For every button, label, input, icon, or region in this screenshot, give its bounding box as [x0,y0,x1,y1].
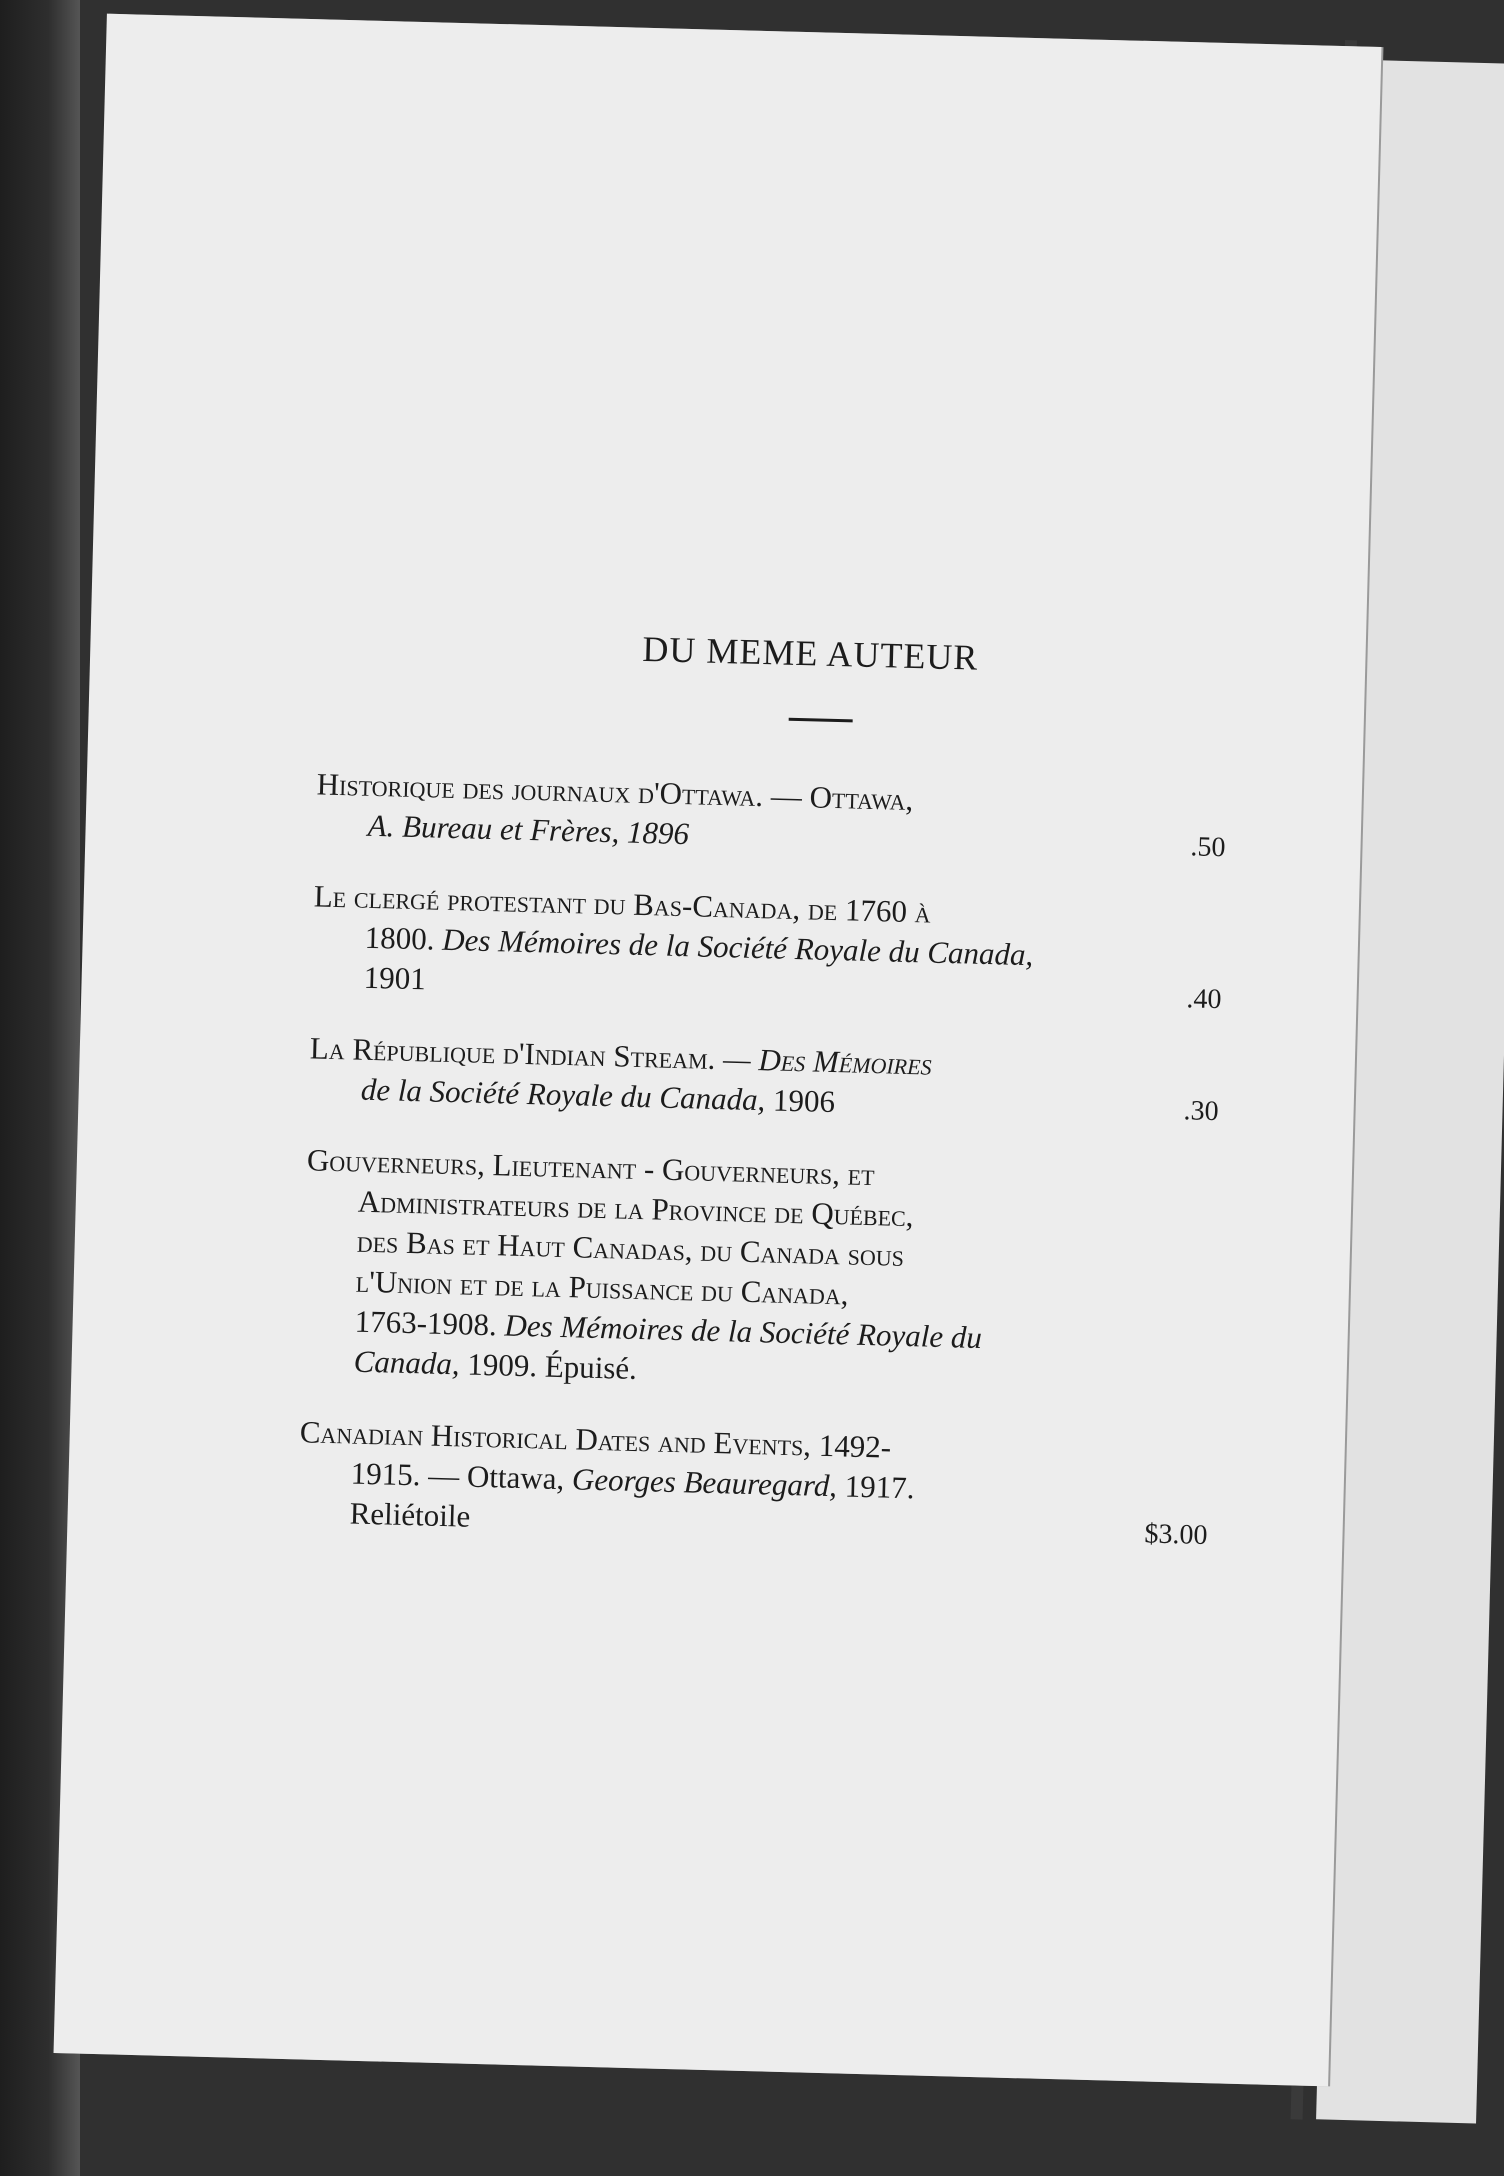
entry-year: 1901 [363,959,427,997]
entry-continuation: l'Union et de la Puissance du Canada, [355,1263,850,1312]
entry-title-line: Gouverneurs, Lieutenant - Gouverneurs, et [306,1142,876,1193]
entry-source: Des Mémoires de la Société Royale du [496,1307,983,1356]
bibliography-entry [297,1412,1220,1556]
page-heading: DU MEME AUTEUR [641,628,979,678]
entry-binding: Reliétoile [349,1495,471,1534]
bibliography-entry [308,1028,1230,1132]
dot-leader [433,962,434,1000]
dot-leader [843,1084,844,1122]
entry-text: 1763-1908. [354,1303,498,1343]
entry-publisher: Georges Beauregard, [563,1461,838,1504]
entry-source: Canada, [353,1343,461,1382]
entry-title: Historique des journaux d'Ottawa. [316,766,764,814]
entry-text: 1800. [364,919,436,957]
entry-source: Des Mémoires de la Société Royale du Canada, [434,921,1034,973]
entry-source: de la Société Royale du Canada, [360,1071,766,1118]
entry-continuation: des Bas et Haut Canadas, du Canada sous [356,1223,905,1273]
entry-text: 1492- [810,1427,892,1465]
entry-source: — Des Mémoires [714,1040,933,1082]
entry-price: $3.00 [1144,1518,1208,1551]
entry-title: La République d'Indian Stream. [309,1030,716,1076]
entry-text: — Ottawa, [762,778,914,818]
entry-text: 1909. Épuisé. [459,1346,638,1386]
entry-title: Le clergé protestant du Bas-Canada, [313,878,801,927]
entry-text: de 1760 à [799,891,932,930]
bibliography-entry [311,876,1234,1020]
heading-rule [789,718,853,723]
bibliography-entry [301,1140,1227,1404]
dot-leader [478,1499,479,1537]
entry-year: 1917. [836,1468,916,1506]
entry-year: 1906 [764,1082,836,1120]
bibliography-entry [315,764,1237,868]
page-content [296,619,1240,1588]
entry-continuation: Administrateurs de la Province de Québec, [357,1183,915,1234]
entry-price: .40 [1186,983,1222,1016]
dot-leader [697,816,698,854]
entry-title: Canadian Historical Dates and Events, [299,1414,812,1463]
entry-publisher: A. Bureau et Frères, 1896 [367,807,690,852]
entry-price: .30 [1183,1095,1219,1128]
book-page [54,14,1382,2087]
entry-price: .50 [1190,831,1226,864]
entry-text: 1915. — Ottawa, [350,1455,565,1497]
